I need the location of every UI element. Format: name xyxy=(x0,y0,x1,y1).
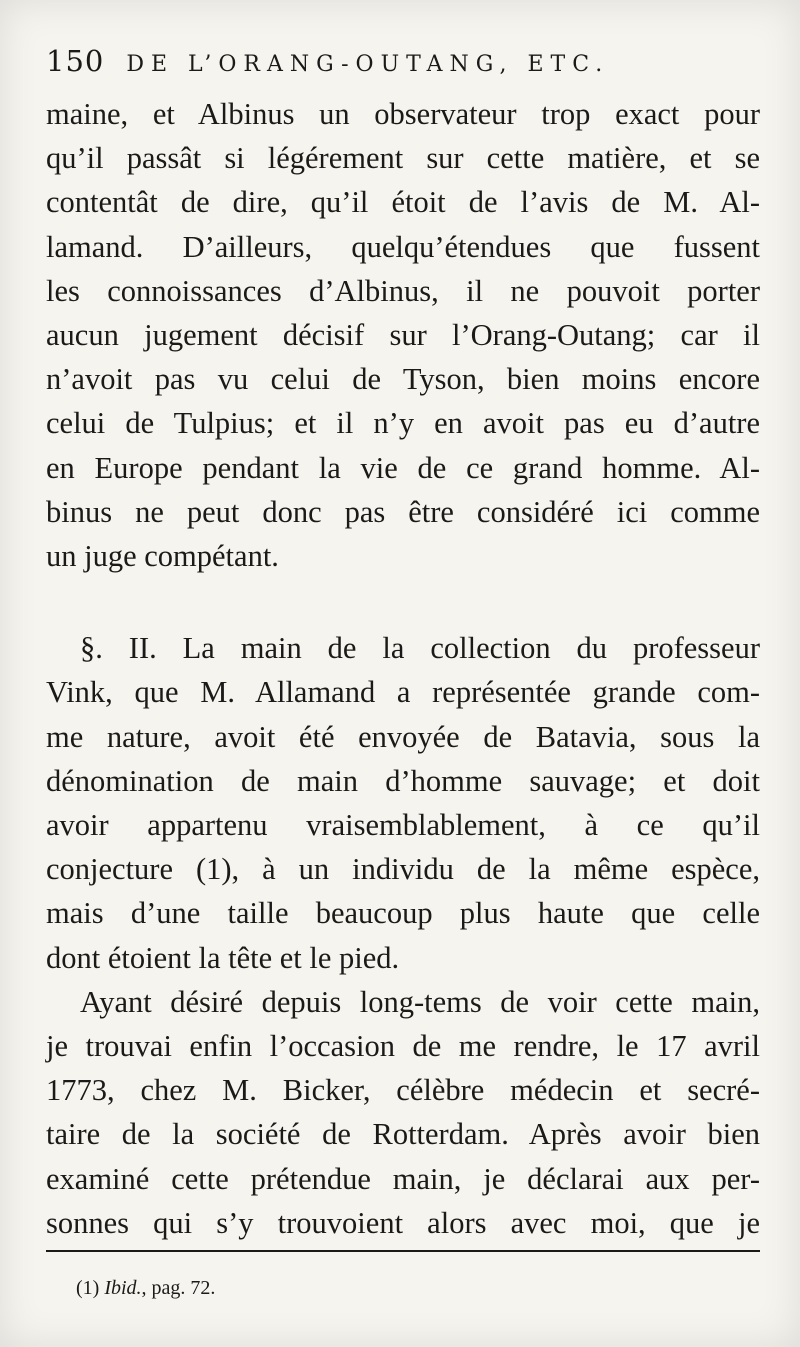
text-line: dénomination de main d’homme sauvage; et doit xyxy=(46,763,760,798)
page-header xyxy=(46,44,760,78)
text-line: contentât de dire, qu’il étoit de l’avis de M. Al- xyxy=(46,185,760,220)
text-line: binus ne peut donc pas être considéré ici comme xyxy=(46,494,760,529)
running-title: DE L’ORANG-OUTANG, ETC. xyxy=(126,52,610,77)
text-line: je trouvai enfin l’occasion de me rendre, le 17 avril xyxy=(46,1029,760,1064)
text-line: avoir appartenu vraisemblablement, à ce qu’il xyxy=(46,808,760,843)
paragraph-2 xyxy=(46,626,760,980)
page-number: 150 xyxy=(46,44,105,78)
text-line: me nature, avoit été envoyée de Batavia, sous la xyxy=(46,719,760,754)
paragraph-3 xyxy=(46,980,760,1245)
footnote xyxy=(76,1277,215,1300)
text-line: qu’il passât si légérement sur cette matière, et se xyxy=(46,141,760,176)
body-text xyxy=(46,92,760,1245)
text-line: lamand. D’ailleurs, quelqu’étendues que fussent xyxy=(46,229,760,264)
text-line: mais d’une taille beaucoup plus haute que celle xyxy=(46,896,760,931)
text-line: taire de la société de Rotterdam. Après avoir bien xyxy=(46,1117,760,1152)
paragraph-1 xyxy=(46,92,760,578)
text-line: aucun jugement décisif sur l’Orang-Outang; car il xyxy=(46,318,760,353)
text-line: Vink, que M. Allamand a représentée grande com- xyxy=(46,675,760,710)
text-line: un juge compétant. xyxy=(46,539,279,574)
text-line: celui de Tulpius; et il n’y en avoit pas eu d’autre xyxy=(46,406,760,441)
paragraph-gap xyxy=(46,578,760,626)
text-line: Ayant désiré depuis long-tems de voir cette main, xyxy=(80,984,760,1019)
text-line: conjecture (1), à un individu de la même espèce, xyxy=(46,852,760,887)
footnote-rest: , pag. 72. xyxy=(141,1277,216,1299)
footnote-ref: Ibid. xyxy=(104,1277,142,1299)
text-line: n’avoit pas vu celui de Tyson, bien moins encore xyxy=(46,362,760,397)
text-line: sonnes qui s’y trouvoient alors avec moi, que je xyxy=(46,1205,760,1240)
text-line: en Europe pendant la vie de ce grand homme. Al- xyxy=(46,450,760,485)
text-line: examiné cette prétendue main, je déclarai aux per- xyxy=(46,1161,760,1196)
text-line: §. II. La main de la collection du professeur xyxy=(80,631,760,666)
text-line: les connoissances d’Albinus, il ne pouvoit porter xyxy=(46,273,760,308)
footnote-marker: (1) xyxy=(76,1277,100,1299)
footnote-rule xyxy=(46,1250,760,1252)
text-line: dont étoient la tête et le pied. xyxy=(46,940,400,975)
text-line: 1773, chez M. Bicker, célèbre médecin et secré- xyxy=(46,1073,760,1108)
text-line: maine, et Albinus un observateur trop exact pour xyxy=(46,97,760,131)
